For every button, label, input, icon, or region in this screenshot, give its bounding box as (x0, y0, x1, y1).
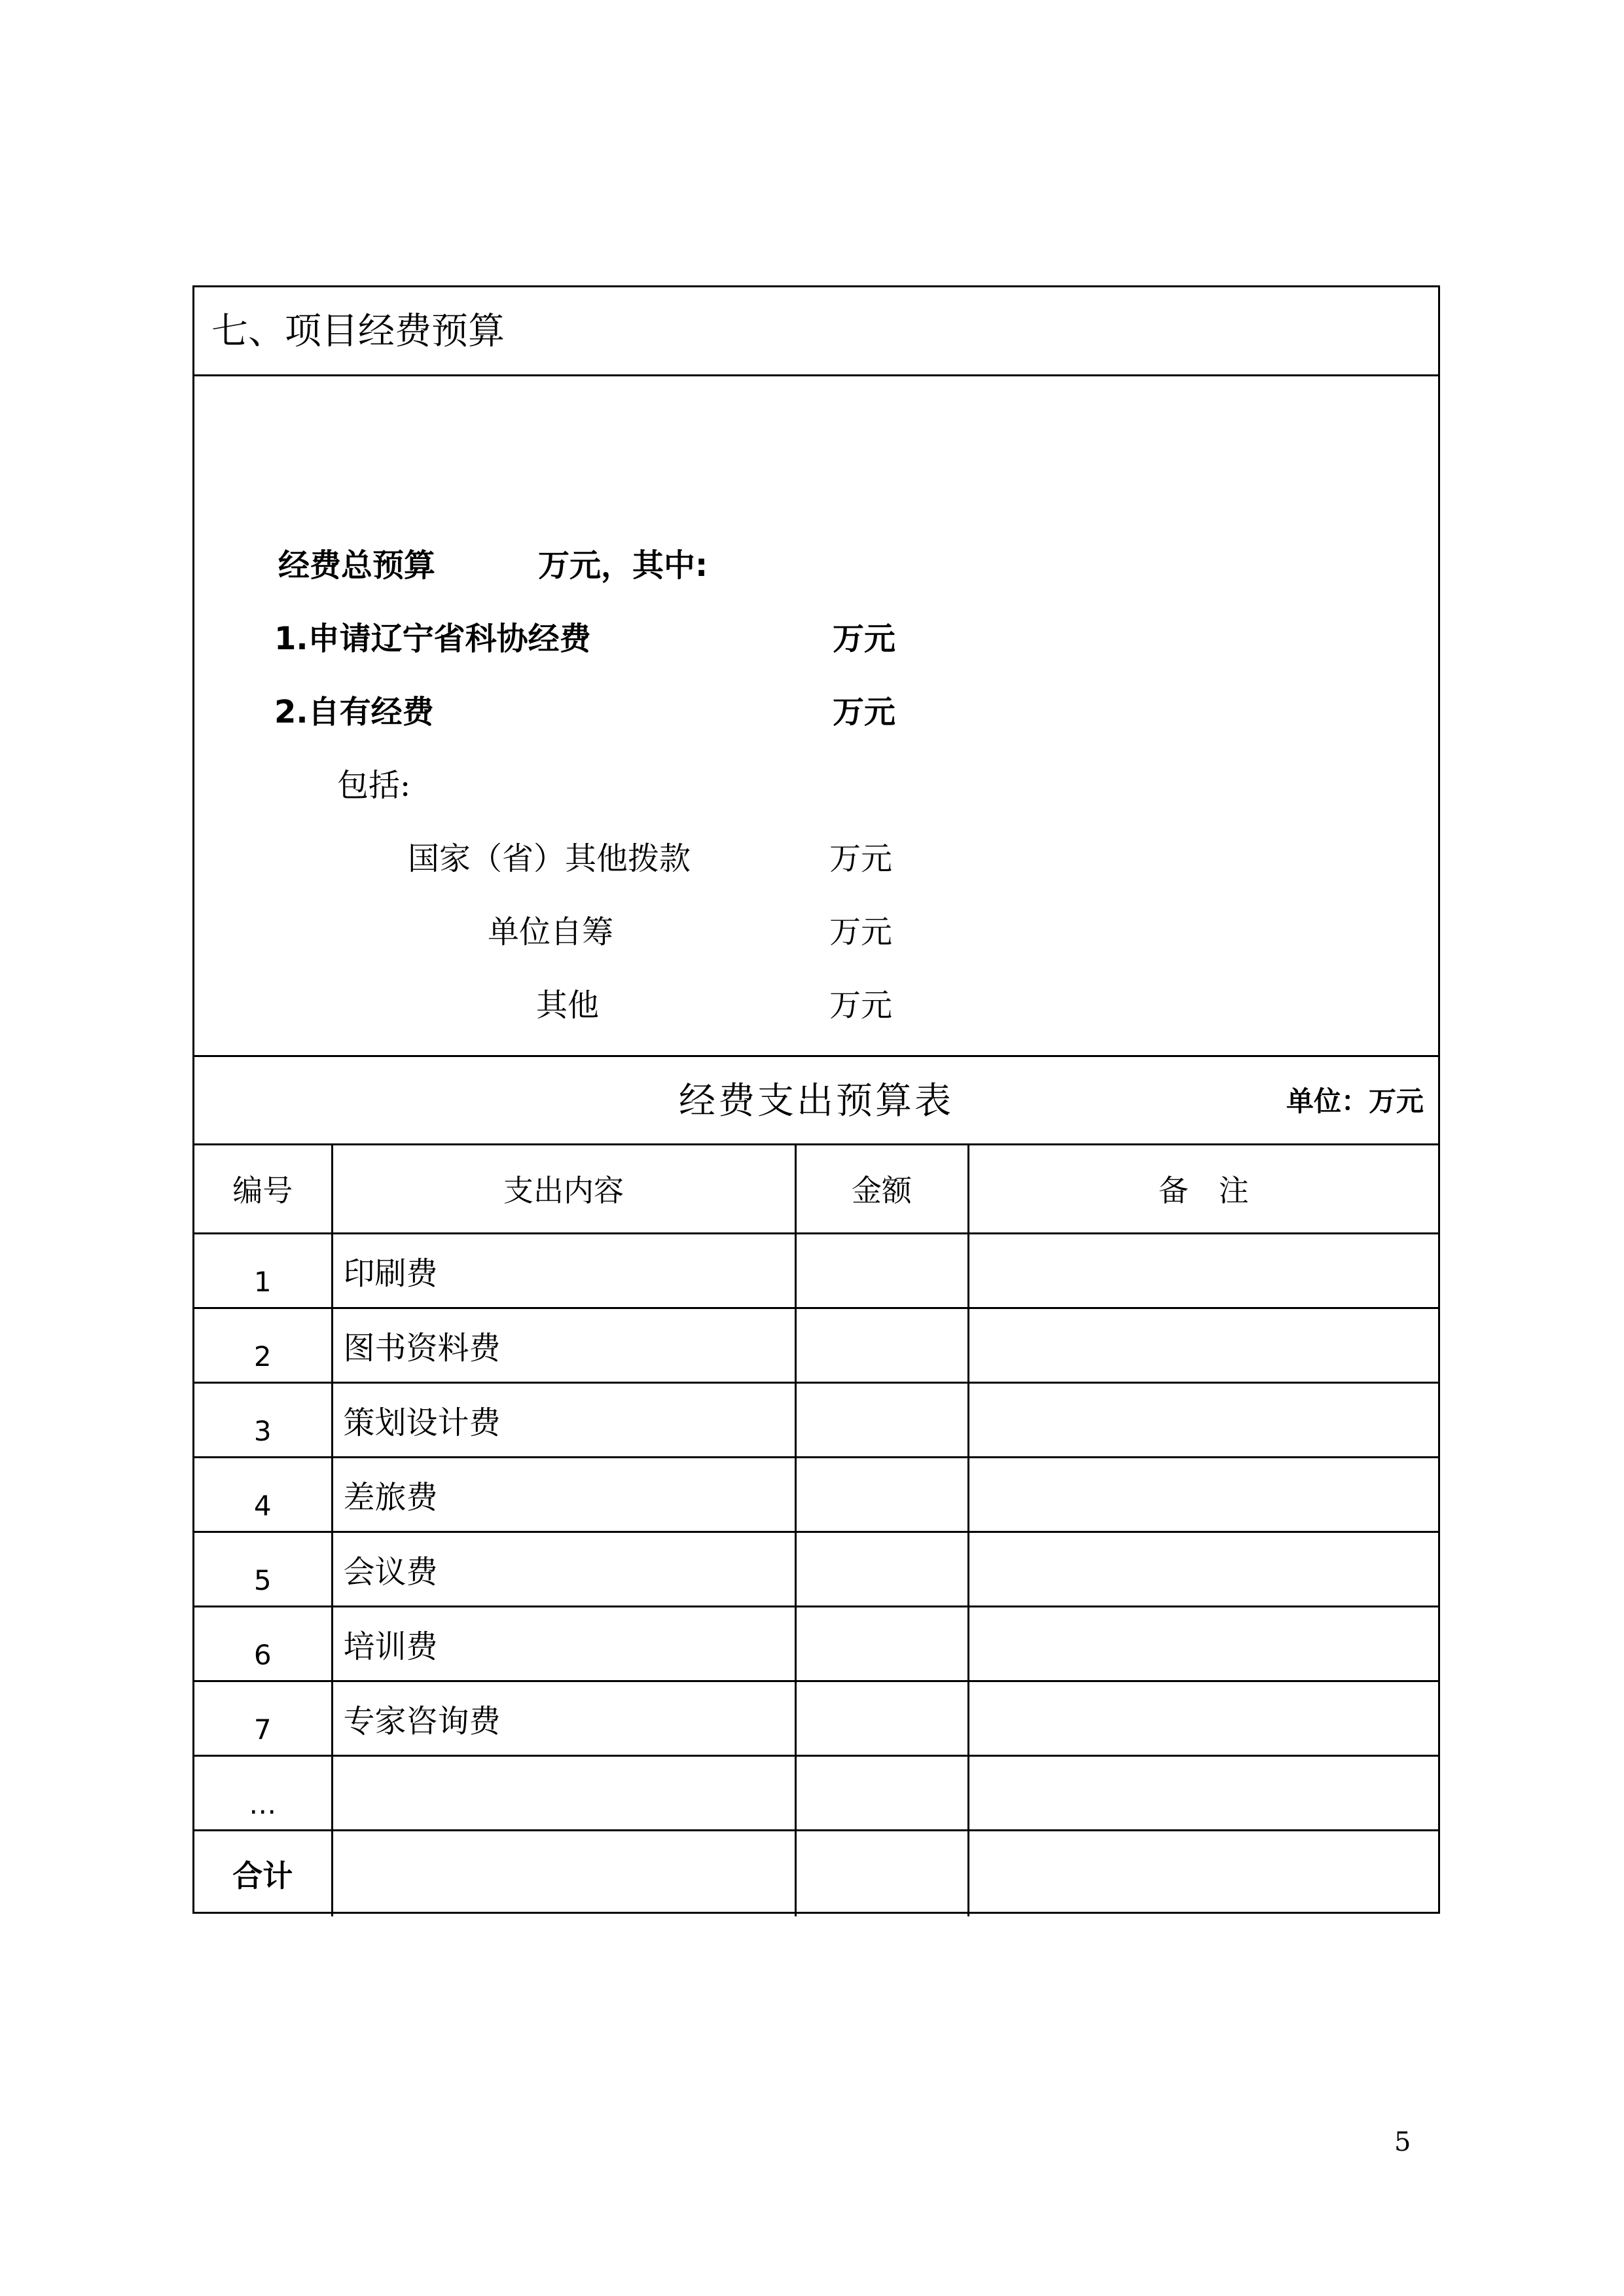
own-funding-unit: 万元 (833, 694, 896, 730)
row-remarks-cell[interactable] (968, 1532, 1438, 1606)
row-amount-cell[interactable] (795, 1308, 968, 1382)
table-row (194, 1457, 1438, 1532)
section-title: 七、项目经费预算 (194, 287, 1438, 376)
table-row (194, 1532, 1438, 1606)
table-row (194, 1606, 1438, 1681)
other-funding-label: 其他 (536, 987, 600, 1024)
row-remarks-cell[interactable] (968, 1233, 1438, 1308)
total-budget-label: 经费总预算 (278, 547, 436, 584)
row-remarks-cell[interactable] (968, 1382, 1438, 1457)
row-number: 6 (194, 1606, 332, 1681)
row-amount-cell[interactable] (795, 1606, 968, 1681)
page-number: 5 (1394, 2127, 1411, 2157)
state-allocation-unit: 万元 (829, 840, 893, 877)
header-content: 支出内容 (332, 1145, 795, 1233)
self-raised-unit: 万元 (829, 914, 893, 950)
row-remarks-cell[interactable] (968, 1606, 1438, 1681)
row-content: 专家咨询费 (332, 1681, 795, 1755)
budget-summary (194, 376, 1438, 1057)
state-allocation-label: 国家（省）其他拨款 (408, 840, 691, 877)
total-amount-cell[interactable] (795, 1830, 968, 1916)
row-number: 7 (194, 1681, 332, 1755)
table-row (194, 1308, 1438, 1382)
row-content: 印刷费 (332, 1233, 795, 1308)
table-row (194, 1382, 1438, 1457)
total-row (194, 1830, 1438, 1916)
table-row (194, 1681, 1438, 1755)
total-content-cell[interactable] (332, 1830, 795, 1916)
row-number: … (194, 1755, 332, 1830)
row-number: 5 (194, 1532, 332, 1606)
unit-label: 单位：万元 (1286, 1085, 1424, 1117)
provincial-funding-unit: 万元 (833, 620, 896, 657)
table-row (194, 1233, 1438, 1308)
expense-table-caption-row (194, 1057, 1438, 1145)
row-content[interactable] (332, 1755, 795, 1830)
row-number: 4 (194, 1457, 332, 1532)
row-remarks-cell[interactable] (968, 1681, 1438, 1755)
row-content: 培训费 (332, 1606, 795, 1681)
includes-label: 包括: (337, 767, 411, 804)
total-budget-unit: 万元，其中: (538, 547, 708, 584)
row-amount-cell[interactable] (795, 1681, 968, 1755)
row-amount-cell[interactable] (795, 1755, 968, 1830)
row-number: 1 (194, 1233, 332, 1308)
header-number: 编号 (194, 1145, 332, 1233)
provincial-funding-label: 1.申请辽宁省科协经费 (274, 620, 591, 657)
expense-table (194, 1145, 1438, 1916)
row-remarks-cell[interactable] (968, 1308, 1438, 1382)
row-amount-cell[interactable] (795, 1532, 968, 1606)
header-amount: 金额 (795, 1145, 968, 1233)
expense-table-caption: 经费支出预算表 (679, 1080, 954, 1122)
own-funding-label: 2.自有经费 (274, 694, 434, 730)
other-funding-unit: 万元 (829, 987, 893, 1024)
row-amount-cell[interactable] (795, 1457, 968, 1532)
row-content: 策划设计费 (332, 1382, 795, 1457)
row-number: 2 (194, 1308, 332, 1382)
row-content: 图书资料费 (332, 1308, 795, 1382)
row-amount-cell[interactable] (795, 1382, 968, 1457)
row-remarks-cell[interactable] (968, 1457, 1438, 1532)
row-amount-cell[interactable] (795, 1233, 968, 1308)
self-raised-label: 单位自筹 (488, 914, 614, 950)
row-remarks-cell[interactable] (968, 1755, 1438, 1830)
total-label: 合计 (194, 1830, 332, 1916)
header-remarks: 备 注 (968, 1145, 1438, 1233)
row-content: 差旅费 (332, 1457, 795, 1532)
table-row (194, 1755, 1438, 1830)
budget-form-frame (192, 285, 1440, 1914)
table-header-row (194, 1145, 1438, 1233)
row-number: 3 (194, 1382, 332, 1457)
total-remarks-cell[interactable] (968, 1830, 1438, 1916)
row-content: 会议费 (332, 1532, 795, 1606)
